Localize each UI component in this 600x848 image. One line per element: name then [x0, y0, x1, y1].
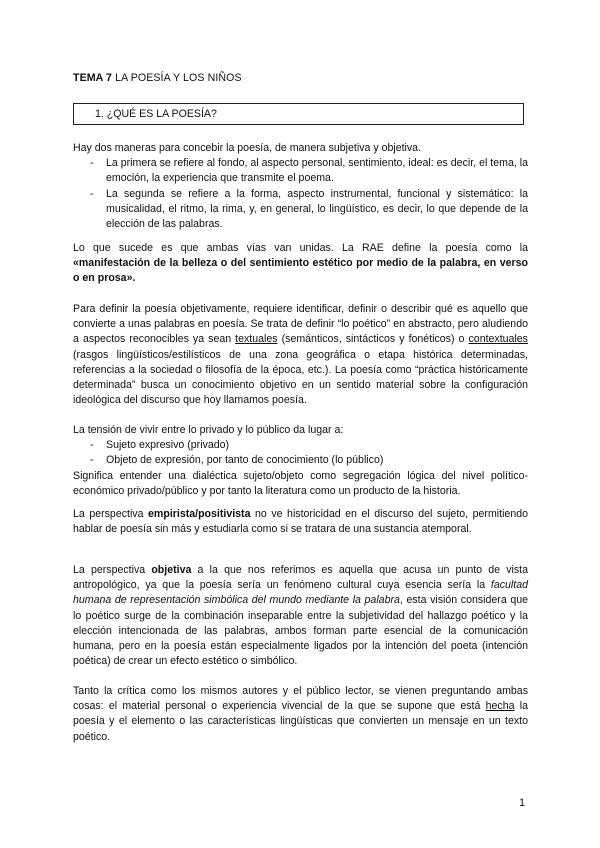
text-run: (rasgos lingüísticos/estilísticos de una zona geográfica o etapa histórica determinadas, referencias a la sociedad o filosofía de la época, etc.). La poesía como “práctica históricamente determinada” busca un conocimiento objetivo en un sentido material sobre la configuración ideológica del discurso que hoy llamamos poesía. — [73, 348, 528, 407]
title-prefix: TEMA 7 — [73, 72, 113, 84]
italic-phrase: facultad humana de representación simbólica del mundo mediante la palabra — [73, 579, 528, 607]
list-item: - Sujeto expresivo (privado) — [73, 438, 528, 453]
text-run: a la que nos referimos es aquella que acusa un punto de vista antropológico, ya que la poesía sería un fenómeno cultural cuya esencia sería la — [73, 564, 528, 592]
list-item: - La segunda se refiere a la forma, aspecto instrumental, funcional y sistemático: la musicalidad, el ritmo, la rima, y, en general, lo lingüístico, es decir, lo que depende de la elección de las palabras. — [73, 187, 528, 233]
text-run: La perspectiva — [73, 508, 149, 520]
title-text: LA POESÍA Y LOS NIÑOS — [112, 72, 242, 84]
paragraph-objetivamente — [73, 302, 528, 408]
text-run: La perspectiva — [73, 564, 152, 576]
list-item: - La primera se refiere al fondo, al aspecto personal, sentimiento, ideal: es decir, el tema, la emoción, la experiencia que transmite el poema. — [73, 156, 528, 186]
underlined-term: textuales — [235, 333, 278, 346]
page-number: 1 — [519, 797, 525, 809]
text-run: no ve historicidad en el discurso del sujeto, permitiendo hablar de poesía sin más y estudiarla como si se tratara de una sustancia atemporal. — [73, 508, 528, 536]
underlined-term: contextuales — [468, 333, 528, 346]
bold-term: empirista/positivista — [148, 508, 251, 520]
text-run: Tanto la crítica como los mismos autores y el público lector, se vienen preguntando ambas cosas: el material personal o experiencia vivencial de la que se supone que está — [73, 685, 528, 713]
section-heading: 1. ¿QUÉ ES LA POESÍA? — [95, 108, 217, 120]
paragraph-intro: Hay dos maneras para concebir la poesía, de manera subjetiva y objetiva. — [73, 142, 422, 154]
paragraph-tension — [73, 423, 528, 499]
paragraph-objetiva — [73, 563, 528, 669]
section-heading-box — [73, 103, 524, 125]
paragraph-maneras — [73, 141, 528, 232]
paragraph-rae — [73, 241, 528, 287]
text-run: , esta visión considera que lo poético surge de la combinación inseparable entre la subjetividad del hallazgo poético y la elección intencionada de las palabras, ambos forman parte esencial de la comunicación humana, pero en la poesía están especialmente ligados por la intención del poeta (intención poética) de crear un efecto estético o simbólico. — [73, 594, 528, 668]
text-run: Lo que sucede es que ambas vías van unidas. La RAE define la poesía como la — [73, 242, 528, 254]
bold-term: objetiva — [151, 564, 192, 576]
text-run: Para definir la poesía objetivamente, requiere identificar, definir o describir qué es aquello que convierte a unas palabras en poesía. Se trata de definir “lo poético” en abstracto, pero aludiendo a aspectos reconocibles ya sean — [73, 303, 528, 346]
paragraph-empirista — [73, 507, 528, 537]
dash-list — [73, 156, 528, 232]
underlined-term: hecha — [485, 700, 515, 713]
text-run: (semánticos, sintácticos y fonéticos) o — [277, 333, 469, 346]
paragraph-critica — [73, 684, 528, 745]
rae-definition: «manifestación de la belleza o del sentimiento estético por medio de la palabra, en verso o en prosa». — [73, 257, 528, 285]
dash-list — [73, 438, 528, 468]
paragraph-outro: Significa entender una dialéctica sujeto/objeto como segregación lógica del nivel político-económico privado/público y por tanto la literatura como un producto de la historia. — [73, 469, 528, 497]
text-run: la poesía y el elemento o las características lingüísticas que convierten un mensaje en un texto poético. — [73, 700, 528, 743]
list-item: - Objeto de expresión, por tanto de conocimiento (lo público) — [73, 453, 528, 468]
paragraph-intro: La tensión de vivir entre lo privado y lo público da lugar a: — [73, 424, 344, 436]
document-title — [73, 71, 242, 86]
